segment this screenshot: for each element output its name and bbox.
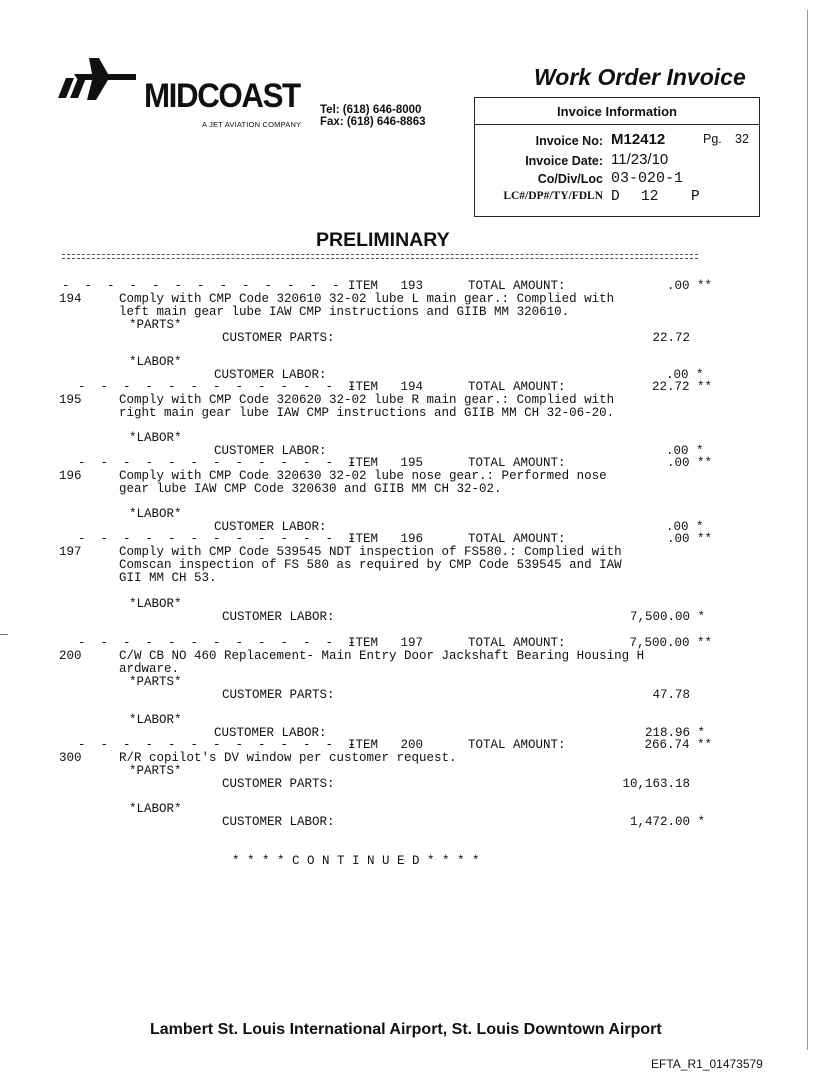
brand-name: MIDCOAST bbox=[144, 77, 300, 115]
item-description: right main gear lube IAW CMP instructions and GIIB MM CH 32-06-20. bbox=[119, 406, 615, 420]
customer-parts-label: CUSTOMER PARTS: bbox=[222, 777, 335, 791]
customer-labor-label: CUSTOMER LABOR: bbox=[222, 610, 335, 624]
total-amount: .00 ** bbox=[666, 456, 712, 470]
item-description: Comply with CMP Code 320610 32-02 lube L main gear.: Complied with bbox=[119, 292, 615, 306]
total-label: TOTAL AMOUNT: bbox=[468, 532, 566, 546]
footer-airports: Lambert St. Louis International Airport, St. Louis Downtown Airport bbox=[150, 1021, 662, 1038]
document-title: Work Order Invoice bbox=[534, 64, 746, 90]
total-label: TOTAL AMOUNT: bbox=[468, 380, 566, 394]
item-description: GII MM CH 53. bbox=[119, 571, 217, 585]
line-number: 196 bbox=[59, 469, 82, 483]
customer-parts-amount: 47.78 bbox=[652, 688, 690, 702]
item-number: ITEM 196 bbox=[348, 532, 424, 546]
customer-labor-amount: 1,472.00 * bbox=[629, 815, 705, 829]
total-label: TOTAL AMOUNT: bbox=[468, 279, 566, 293]
codivloc-value: 03-020-1 bbox=[611, 170, 684, 187]
midcoast-logo-icon bbox=[56, 58, 136, 100]
total-label: TOTAL AMOUNT: bbox=[468, 636, 566, 650]
invoice-no-label: Invoice No: bbox=[535, 134, 603, 148]
total-label: TOTAL AMOUNT: bbox=[468, 738, 566, 752]
lc-12-value: 12 bbox=[641, 189, 659, 205]
item-number: ITEM 195 bbox=[348, 456, 424, 470]
total-amount: 22.72 ** bbox=[651, 380, 712, 394]
separator-dashes: - - - - - - - - - - - - - bbox=[62, 279, 340, 293]
page-number: 32 bbox=[735, 132, 749, 146]
separator-dashes: - - - - - - - - - - - - - bbox=[78, 738, 356, 752]
customer-labor-label: CUSTOMER LABOR: bbox=[214, 520, 327, 534]
customer-parts-amount: 22.72 bbox=[652, 331, 690, 345]
invoice-date-value: 11/23/10 bbox=[611, 151, 669, 168]
line-number: 197 bbox=[59, 545, 82, 559]
total-amount: 266.74 ** bbox=[644, 738, 712, 752]
customer-parts-label: CUSTOMER PARTS: bbox=[222, 331, 335, 345]
separator-dashes: - - - - - - - - - - - - - bbox=[78, 532, 356, 546]
invoice-info-box bbox=[474, 97, 760, 217]
item-number: ITEM 193 bbox=[348, 279, 424, 293]
item-description: Comscan inspection of FS 580 as required by CMP Code 539545 and IAW bbox=[119, 558, 622, 572]
customer-labor-label: CUSTOMER LABOR: bbox=[214, 368, 327, 382]
item-number: ITEM 200 bbox=[348, 738, 424, 752]
divider bbox=[62, 258, 698, 259]
invoice-no-value: M12412 bbox=[611, 131, 666, 148]
item-description: Comply with CMP Code 539545 NDT inspection of FS580.: Complied with bbox=[119, 545, 622, 559]
continued-marker: * * * * C O N T I N U E D * * * * bbox=[232, 854, 480, 868]
customer-labor-label: CUSTOMER LABOR: bbox=[214, 444, 327, 458]
line-number: 195 bbox=[59, 393, 82, 407]
item-description: Comply with CMP Code 320620 32-02 lube R main gear.: Complied with bbox=[119, 393, 615, 407]
phone-number: Tel: (618) 646-8000 bbox=[320, 104, 422, 116]
scan-tick-mark bbox=[0, 634, 8, 635]
lc-d-value: D bbox=[611, 189, 620, 205]
customer-labor-amount: .00 * bbox=[666, 368, 704, 382]
separator-dashes: - - - - - - - - - - - - - bbox=[78, 380, 356, 394]
line-number: 300 bbox=[59, 751, 82, 765]
customer-parts-label: CUSTOMER PARTS: bbox=[222, 688, 335, 702]
invoice-date-label: Invoice Date: bbox=[525, 154, 603, 168]
labor-heading: *LABOR* bbox=[129, 713, 182, 727]
item-number: ITEM 197 bbox=[348, 636, 424, 650]
scan-edge-line bbox=[807, 10, 808, 1050]
invoice-info-heading: Invoice Information bbox=[475, 98, 759, 125]
fax-number: Fax: (618) 646-8863 bbox=[320, 116, 426, 128]
item-description: left main gear lube IAW CMP instructions and GIIB MM 320610. bbox=[119, 305, 570, 319]
line-number: 194 bbox=[59, 292, 82, 306]
line-number: 200 bbox=[59, 649, 82, 663]
parts-heading: *PARTS* bbox=[129, 764, 182, 778]
customer-labor-amount: 218.96 * bbox=[644, 726, 705, 740]
brand-subtitle: A JET AVIATION COMPANY bbox=[202, 120, 302, 129]
codivloc-label: Co/Div/Loc bbox=[537, 172, 603, 186]
item-description: C/W CB NO 460 Replacement- Main Entry Door Jackshaft Bearing Housing H bbox=[119, 649, 645, 663]
total-amount: .00 ** bbox=[666, 279, 712, 293]
separator-dashes: - - - - - - - - - - - - - bbox=[78, 456, 356, 470]
labor-heading: *LABOR* bbox=[129, 597, 182, 611]
parts-heading: *PARTS* bbox=[129, 318, 182, 332]
customer-labor-amount: .00 * bbox=[666, 520, 704, 534]
labor-heading: *LABOR* bbox=[129, 355, 182, 369]
customer-labor-amount: .00 * bbox=[666, 444, 704, 458]
item-number: ITEM 194 bbox=[348, 380, 424, 394]
total-amount: .00 ** bbox=[666, 532, 712, 546]
customer-labor-amount: 7,500.00 * bbox=[629, 610, 705, 624]
item-description: Comply with CMP Code 320630 32-02 lube nose gear.: Performed nose bbox=[119, 469, 607, 483]
customer-labor-label: CUSTOMER LABOR: bbox=[222, 815, 335, 829]
divider bbox=[62, 254, 698, 255]
page-label: Pg. bbox=[703, 132, 722, 146]
total-label: TOTAL AMOUNT: bbox=[468, 456, 566, 470]
item-description: gear lube IAW CMP Code 320630 and GIIB MM CH 32-02. bbox=[119, 482, 502, 496]
separator-dashes: - - - - - - - - - - - - - bbox=[78, 636, 356, 650]
labor-heading: *LABOR* bbox=[129, 802, 182, 816]
parts-heading: *PARTS* bbox=[129, 675, 182, 689]
labor-heading: *LABOR* bbox=[129, 507, 182, 521]
customer-labor-label: CUSTOMER LABOR: bbox=[214, 726, 327, 740]
lc-label: LC#/DP#/TY/FDLN bbox=[503, 190, 603, 202]
item-description: R/R copilot's DV window per customer request. bbox=[119, 751, 457, 765]
item-description: ardware. bbox=[119, 662, 180, 676]
lc-p-value: P bbox=[691, 189, 700, 205]
total-amount: 7,500.00 ** bbox=[629, 636, 712, 650]
customer-parts-amount: 10,163.18 bbox=[622, 777, 690, 791]
labor-heading: *LABOR* bbox=[129, 431, 182, 445]
document-id: EFTA_R1_01473579 bbox=[651, 1057, 763, 1071]
preliminary-heading: PRELIMINARY bbox=[316, 229, 450, 251]
